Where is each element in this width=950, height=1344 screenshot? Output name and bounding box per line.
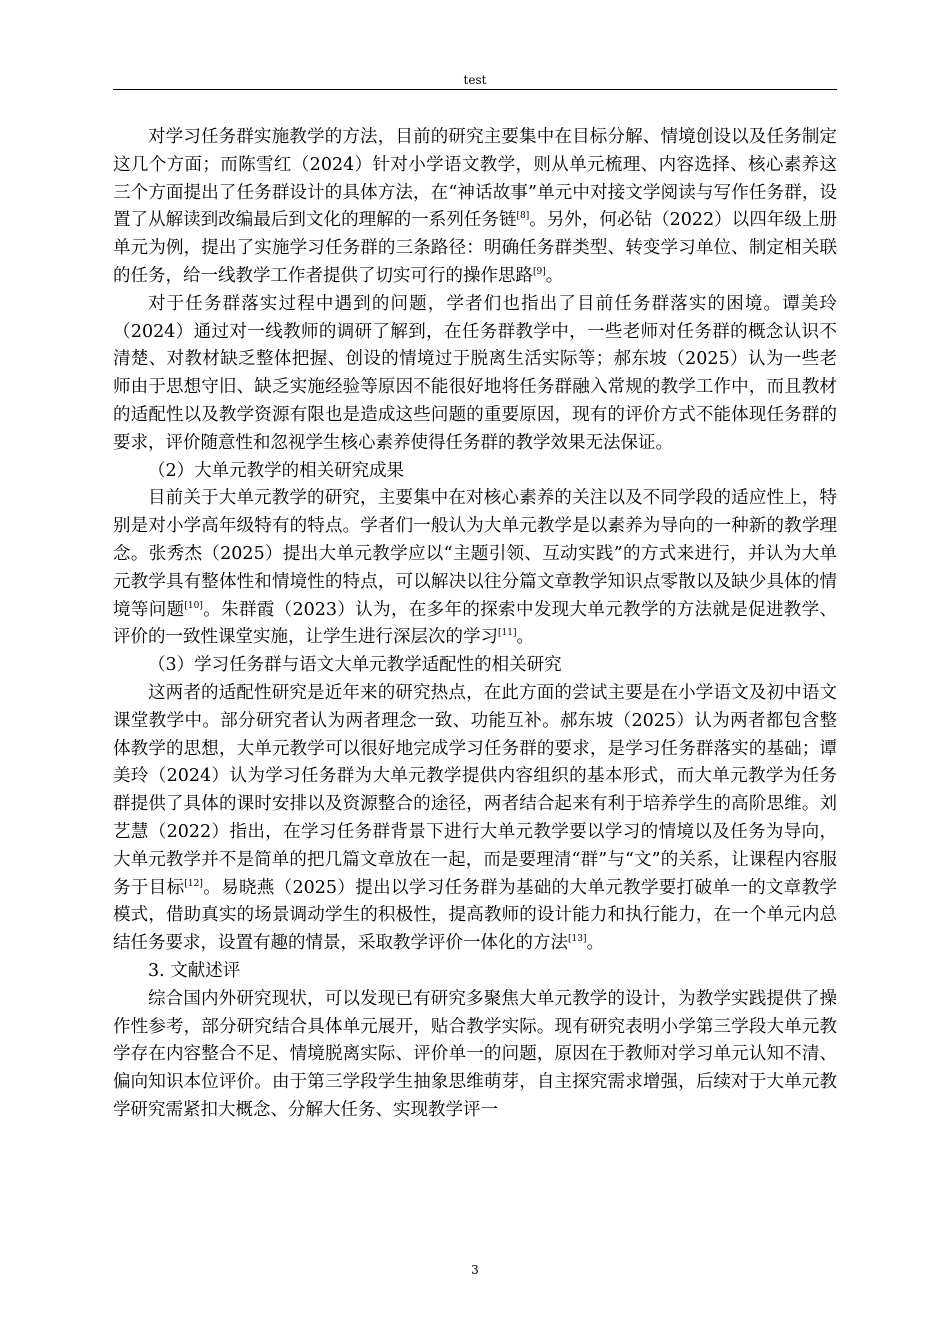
document-body xyxy=(113,124,837,1125)
page-header: test xyxy=(463,73,487,87)
page-number: 3 xyxy=(471,1263,479,1277)
citation: [9] xyxy=(533,266,546,277)
paragraph-big-unit-research: 目前关于大单元教学的研究，主要集中在对核心素养的关注以及不同学段的适应性上，特别是对小学高年级特有的特点。学者们一般认为大单元教学是以素养为导向的一种新的教学理念。张秀杰（2025）提出大单元教学应以“主题引领、互动实践”的方式来进行，并认为大单元教学具有整体性和情境性的特点，可以解决以往分篇文章教学知识点零散以及缺少具体的情境等问题[10]。朱群霞（2023）认为，在多年的探索中发现大单元教学的方法就是促进教学、评价的一致性课堂实施，让学生进行深层次的学习[11]。 xyxy=(113,488,837,648)
subheading-literature-review: 3. 文献述评 xyxy=(148,960,241,981)
citation: [8] xyxy=(516,211,530,222)
paragraph-adaptability-research: 这两者的适配性研究是近年来的研究热点，在此方面的尝试主要是在小学语文及初中语文课堂教学中。部分研究者认为两者理念一致、功能互补。郝东坡（2025）认为两者都包含整体教学的思想，大单元教学可以很好地完成学习任务群的要求，是学习任务群落实的基础；谭美玲（2024）认为学习任务群为大单元教学提供内容组织的基本形式，而大单元教学为任务群提供了具体的课时安排以及资源整合的途径，两者结合起来有利于培养学生的高阶思维。刘艺慧（2022）指出，在学习任务群背景下进行大单元教学要以学习的情境以及任务为导向，大单元教学并不是简单的把几篇文章放在一起，而是要理清“群”与“文”的关系，让课程内容服务于目标[12]。易晓燕（2025）提出以学习任务群为基础的大单元教学要打破单一的文章教学模式，借助真实的场景调动学生的积极性，提高教师的设计能力和执行能力，在一个单元内总结任务要求，设置有趣的情景，采取教学评价一体化的方法[13]。 xyxy=(113,682,837,954)
paragraph-task-group-methods: 对学习任务群实施教学的方法，目前的研究主要集中在目标分解、情境创设以及任务制定这几个方面；而陈雪红（2024）针对小学语文教学，则从单元梳理、内容选择、核心素养这三个方面提出了任务群设计的具体方法，在“神话故事”单元中对接文学阅读与写作任务群，设置了从解读到改编最后到文化的理解的一系列任务链[8]。另外，何必钻（2022）以四年级上册单元为例，提出了实施学习任务群的三条路径：明确任务群类型、转变学习单位、制定相关联的任务，给一线教学工作者提供了切实可行的操作思路[9]。 xyxy=(113,127,837,286)
paragraph-literature-review: 综合国内外研究现状，可以发现已有研究多聚焦大单元教学的设计，为教学实践提供了操作性参考，部分研究结合具体单元展开，贴合教学实际。现有研究表明小学第三学段大单元教学存在内容整合不足、情境脱离实际、评价单一的问题，原因在于教师对学习单元认知不清、偏向知识本位评价。由于第三学段学生抽象思维萌芽，自主探究需求增强，后续对于大单元教学研究需紧扣大概念、分解大任务、实现教学评一 xyxy=(113,988,837,1120)
citation: [13] xyxy=(568,934,587,945)
subheading-big-unit: （2）大单元教学的相关研究成果 xyxy=(148,460,405,481)
paragraph-task-group-problems: 对于任务群落实过程中遇到的问题，学者们也指出了目前任务群落实的困境。谭美玲（2024）通过对一线教师的调研了解到，在任务群教学中，一些老师对任务群的概念认识不清楚、对教材缺乏整体把握、创设的情境过于脱离生活实际等；郝东坡（2025）认为一些老师由于思想守旧、缺乏实施经验等原因不能很好地将任务群融入常规的教学工作中，而且教材的适配性以及教学资源有限也是造成这些问题的重要原因，现有的评价方式不能体现任务群的要求，评价随意性和忽视学生核心素养使得任务群的教学效果无法保证。 xyxy=(113,293,837,453)
header-rule xyxy=(113,89,837,90)
citation: [10] xyxy=(184,600,203,611)
citation: [12] xyxy=(184,878,203,889)
subheading-adaptability: （3）学习任务群与语文大单元教学适配性的相关研究 xyxy=(148,655,562,676)
citation: [11] xyxy=(498,628,517,639)
